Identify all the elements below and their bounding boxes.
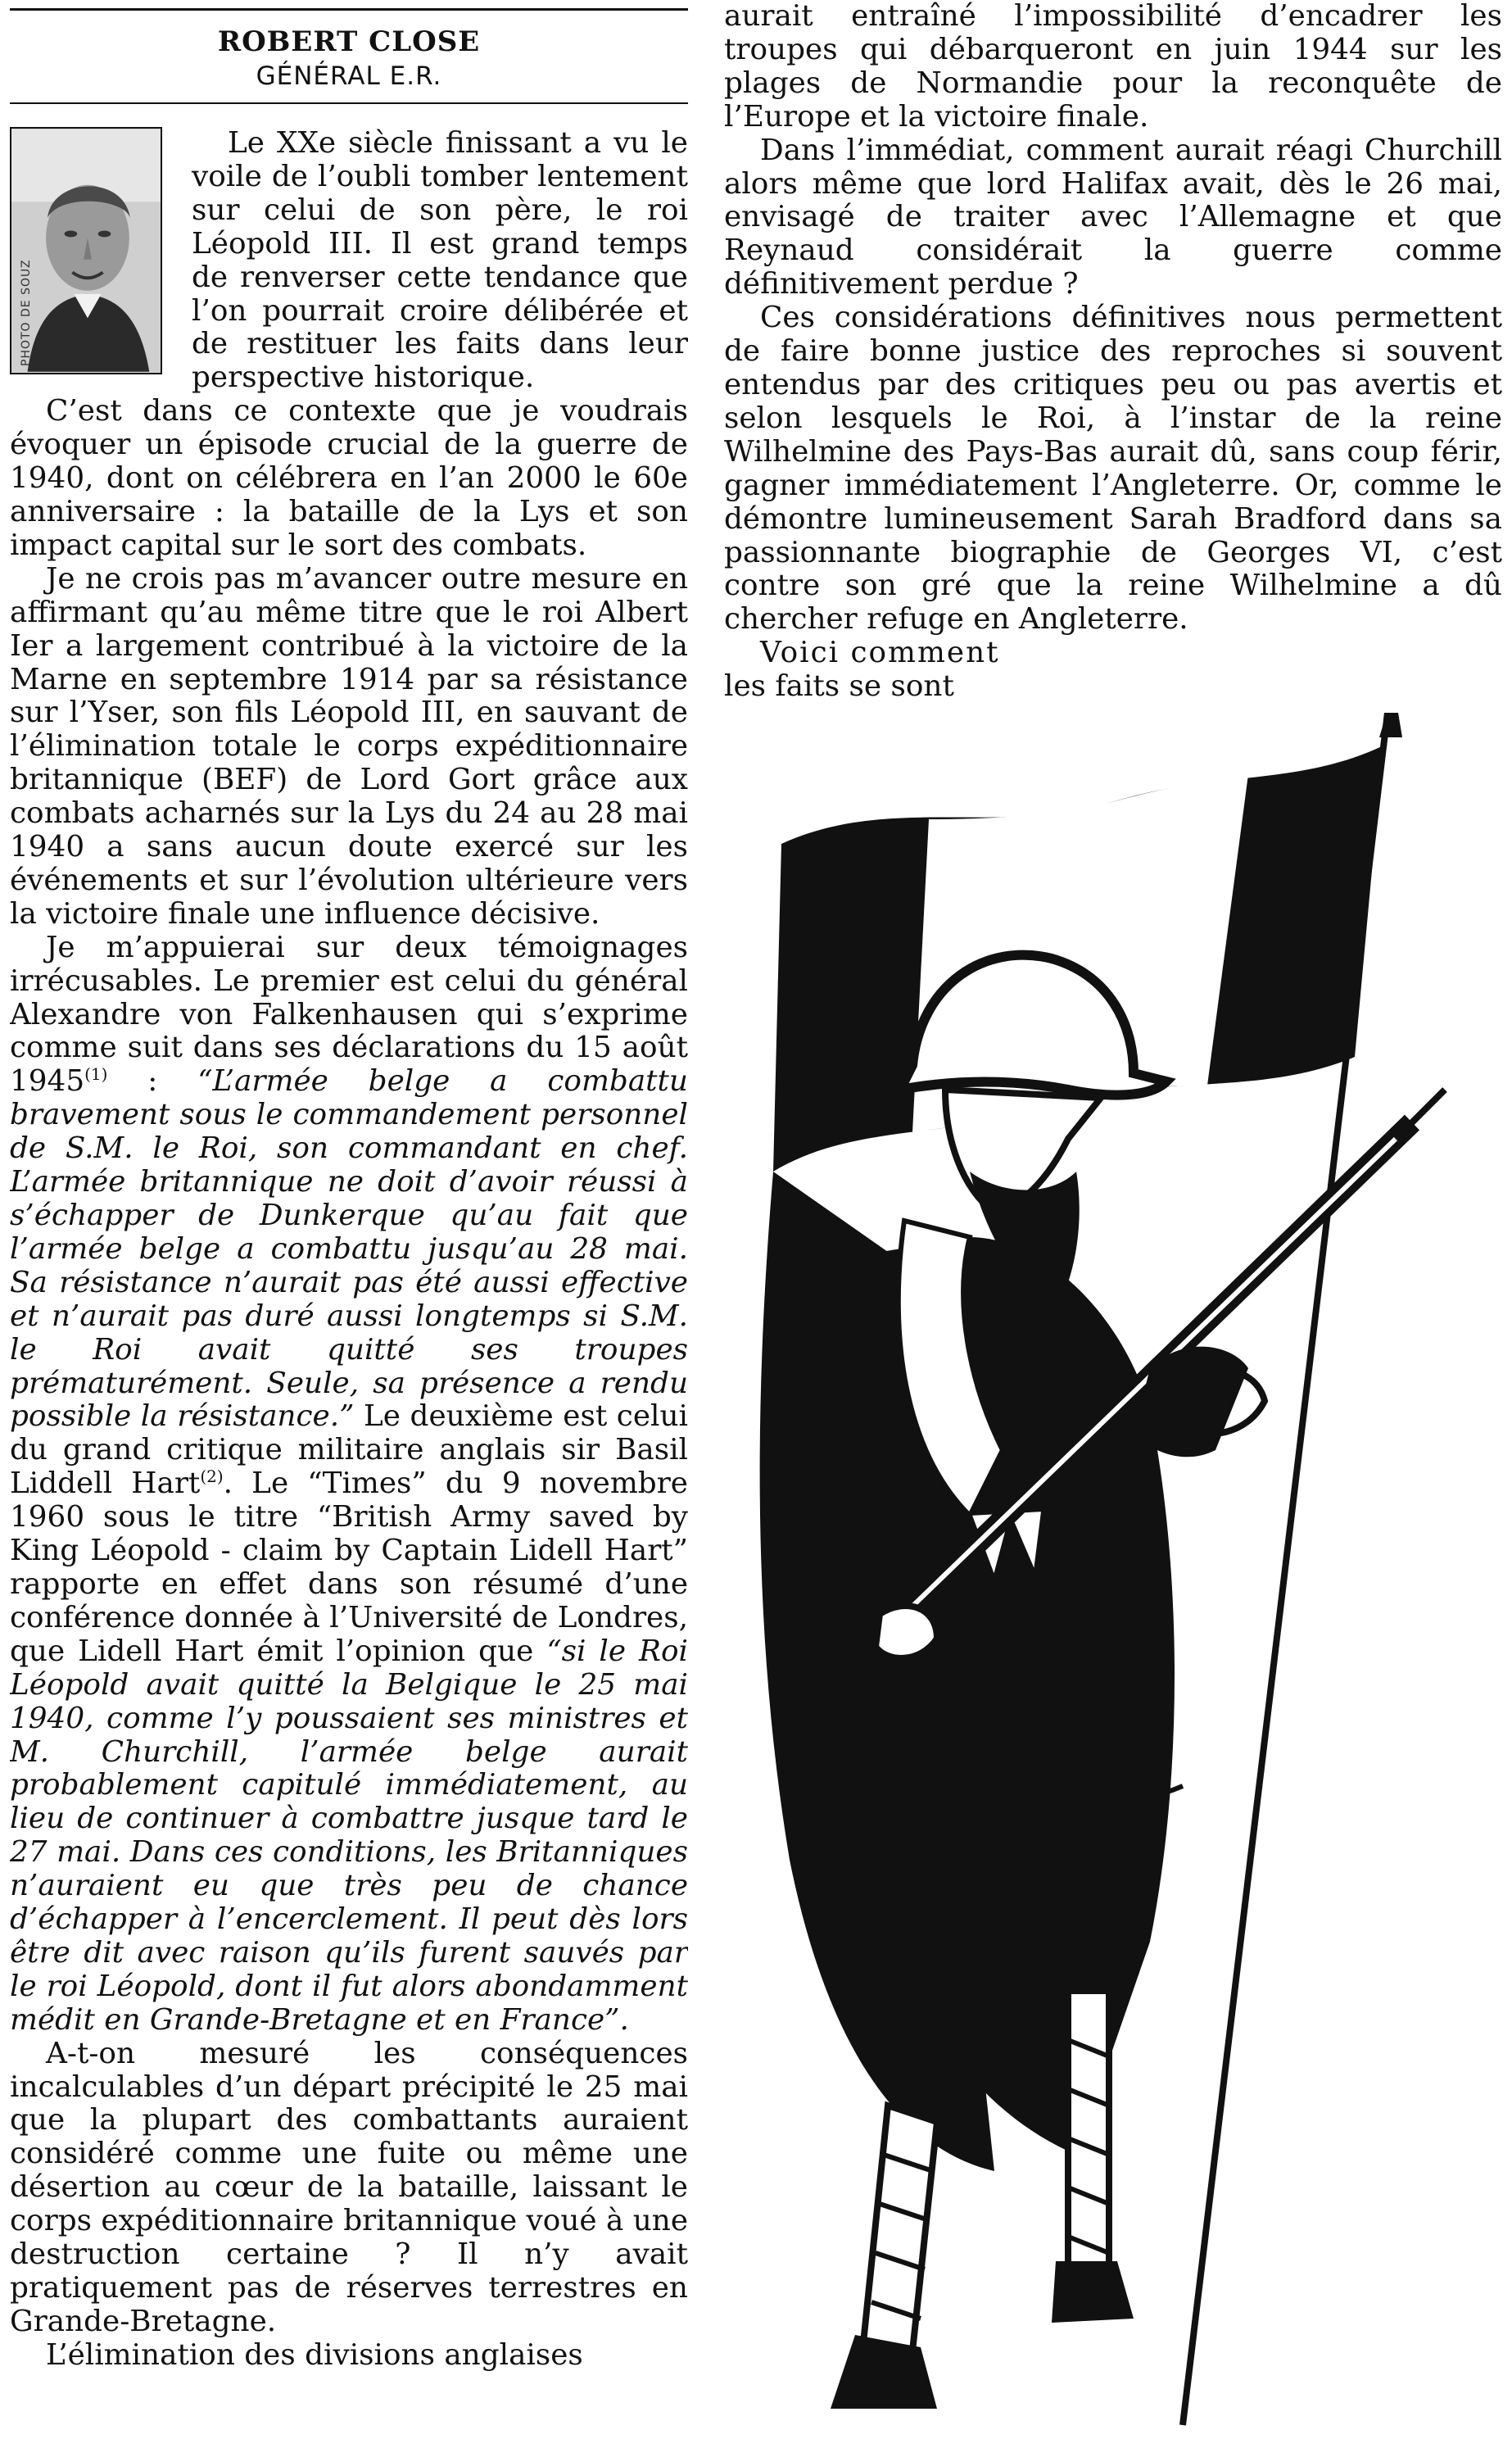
quote-falkenhausen: “L’armée belge a combattu bravement sous le commandement personnel de S.M. le Roi, son commandant en chef. L’armée britannique ne doit d’avoir réussi à s’échapper de Dunkerque qu’au fait que l’armée belge a combattu jusqu’au 28 mai. Sa résistance n’aurait pas été aussi effective et n’aurait pas duré aussi longtemps si S.M. le Roi avait quitté ses troupes prématurément. Seule, sa présence a rendu possible la résistance.” — [10, 1064, 688, 1434]
continued-text: aurait entraîné l’impossibilité d’encadrer les troupes qui débarqueront en juin 1944 sur les plages de Normandie pour la reconquête de l’Europe et la victoire finale. — [724, 0, 1502, 134]
paragraph-9 — [724, 637, 1502, 670]
top-rule — [10, 8, 688, 11]
byline — [10, 25, 688, 91]
right-column — [724, 0, 1502, 2439]
photo-credit: PHOTO DE SOUZ — [20, 259, 33, 366]
p4-text: Je m’appuierai sur deux témoignages irrécusables. Le premier est celui du général Alexandre von Falkenhausen qui s’exprime comme suit dans ses déclarations du 15 août 1945 — [10, 930, 688, 1099]
byline-rule — [10, 102, 688, 104]
left-column — [10, 8, 688, 2433]
p4-colon: : — [107, 1064, 198, 1099]
bayonet — [1396, 1090, 1445, 1139]
paragraph-7: Dans l’immédiat, comment aurait réagi Churchill alors même que lord Halifax avait, dès le 26 mai, envisagé de traiter avec l’Allemagne et que Reynaud considérait la guerre comme définitivement perdue ? — [724, 133, 1502, 301]
paragraph-2: C’est dans ce contexte que je voudrais évoquer un épisode crucial de la guerre de 1940, dont on célébrera en l’an 2000 le 60e anniversaire : la bataille de la Lys et son impact capital sur le sort des combats. — [10, 394, 688, 562]
paragraph-6: L’élimination des divisions anglaises — [46, 2337, 583, 2372]
article-body-right — [724, 0, 1502, 704]
footnote-ref-1: (1) — [84, 1064, 108, 1085]
paragraph-4 — [10, 932, 688, 2038]
left-hand — [876, 1606, 937, 1658]
footnote-ref-2: (2) — [200, 1467, 224, 1487]
quote-liddell-hart: “si le Roi Léopold avait quitté la Belgique le 25 mai 1940, comme l’y poussaient ses ministres et M. Churchill, l’armée belge aurait probablement capitulé immédiatement, au lieu de continuer à combattre jusque tard le 27 mai. Dans ces conditions, les Britanniques n’auraient eu que très peu de chance d’échapper à l’encerclement. Il peut dès lors être dit avec raison qu’ils furent sauvés par le roi Léopold, dont il fut alors abondamment médit en Grande-Bretagne et en France”. — [10, 1634, 688, 2037]
left-leg-puttee — [863, 2106, 937, 2351]
paragraph-1: Le XXe siècle finissant a vu le voile de l’oubli tomber lentement sur celui de son père, le roi Léopold III. Il est grand temps de renverser cette tendance que l’on pourrait croire délibérée et de restituer les faits dans leur perspective historique. — [192, 126, 688, 395]
paragraph-3: Je ne crois pas m’avancer outre mesure en affirmant qu’au même titre que le roi Albert Ier a largement contribué à la victoire de la Marne en septembre 1914 par sa résistance sur l’Yser, son fils Léopold III, en sauvant de l’élimination totale le corps expéditionnaire britannique (BEF) de Lord Gort grâce aux combats acharnés sur la Lys du 24 au 28 mai 1940 a sans aucun doute exercé sur les événements et sur l’évolution ultérieure vers la victoire finale une influence décisive. — [10, 561, 688, 931]
p4-text-2: Le deuxième est celui du grand critique militaire anglais sir Basil Liddell Hart — [10, 1399, 688, 1501]
paragraph-8: Ces considérations définitives nous permettent de faire bonne justice des reproches si souvent entendus par des critiques peu ou pas avertis et selon lesquels le Roi, à l’instar de la reine Wilhelmine des Pays-Bas aurait dû, sans coup férir, gagner immédiatement l’Angleterre. Or, comme le démontre lumineusement Sarah Bradford dans sa passionnante biographie de Georges VI, c’est contre son gré que la reine Wilhelmine a dû chercher refuge en Angleterre. — [724, 301, 1502, 637]
tail-line-1: Voici comment — [760, 636, 1000, 670]
soldier-flag-drawing — [724, 713, 1502, 2439]
author-rank: GÉNÉRAL E.R. — [256, 61, 442, 91]
right-leg-puttee — [1068, 1991, 1109, 2269]
author-photo — [10, 127, 162, 374]
paragraph-5: A-t-on mesuré les conséquences incalculables d’un départ précipité le 25 mai que la plupart des combattants auraient considéré comme une fuite ou même une désertion au cœur de la bataille, laissant le corps expéditionnaire britannique voué à une destruction certaine ? Il n’y avait pratiquement pas de réserves terrestres en Grande-Bretagne. — [10, 2036, 688, 2338]
right-boot — [1052, 2261, 1134, 2323]
article-body-left — [10, 127, 688, 2373]
soldier-illustration — [724, 713, 1502, 2439]
author-name: ROBERT CLOSE — [217, 25, 481, 58]
p4-text-3: . Le “Times” du 9 novembre 1960 sous le titre “British Army saved by King Léopold - claim by Captain Lidell Hart” rapporte en effet dans son résumé d’une conférence donnée à l’Université de Londres, que Lidell Hart émit l’opinion que — [10, 1467, 688, 1668]
left-boot — [831, 2335, 937, 2409]
paragraph-9-cont: les faits se sont — [724, 669, 954, 704]
